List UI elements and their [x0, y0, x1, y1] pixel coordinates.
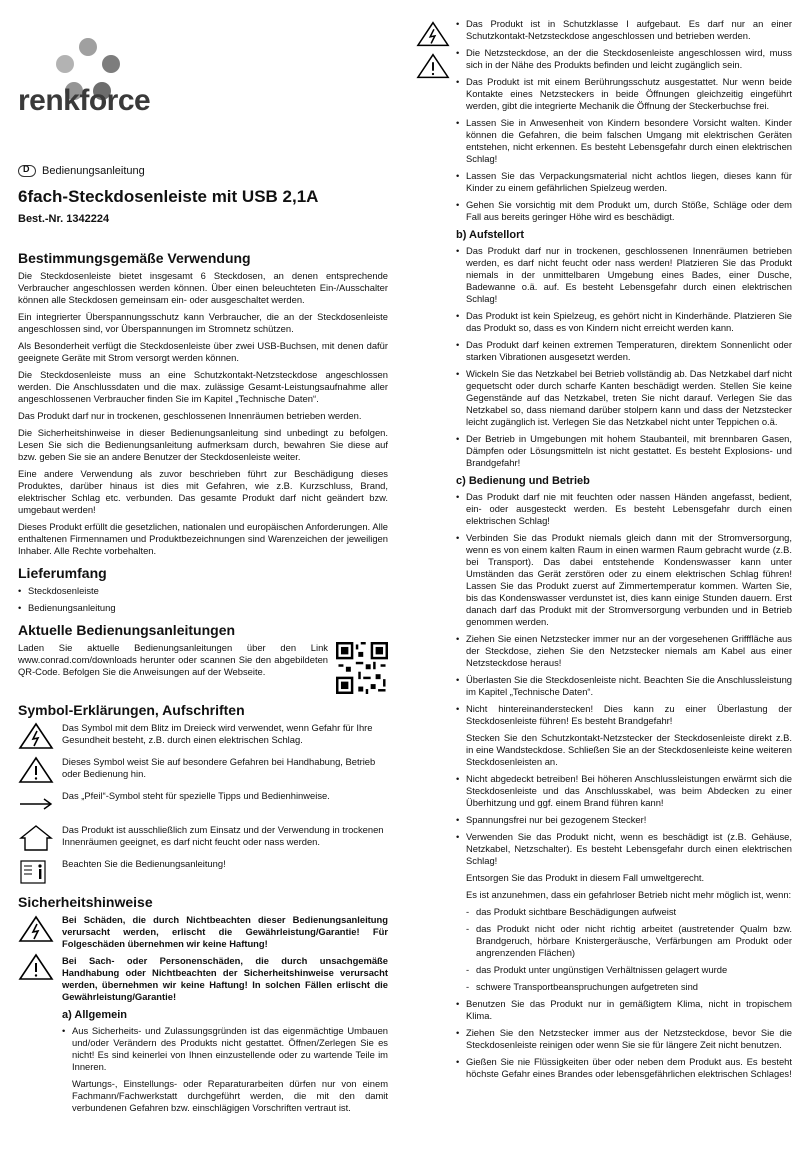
brand-name: renkforce — [18, 84, 151, 117]
safety-heading: Sicherheitshinweise — [18, 894, 153, 910]
list-item: • Nicht hintereinanderstecken! Dies kann zu einer Überlastung der Steckdosenleiste führen! Es besteht Brandgefahr! — [456, 703, 792, 727]
list-item: • Ziehen Sie einen Netzstecker immer nur an der vorgesehenen Grifffläche aus der Steckdose, ziehen Sie den Netzstecker niemals am Kabel aus einer Netzsteckdose heraus! — [456, 633, 792, 669]
current-heading: Aktuelle Bedienungsanleitungen — [18, 622, 236, 638]
dash-item: - das Produkt sichtbare Beschädigungen aufweist — [466, 906, 792, 918]
order-number: Best.-Nr. 1342224 — [18, 213, 110, 225]
list-item: • Lassen Sie das Verpackungsmaterial nicht achtlos liegen, dieses kann für Kinder zu einem gefährlichen Spielzeug werden. — [456, 170, 792, 194]
general-heading: a) Allgemein — [62, 1009, 127, 1021]
symbol-row: Dieses Symbol weist Sie auf besondere Gefahren bei Handhabung, Betrieb oder Bedienung hin. — [18, 756, 388, 784]
list-item: • Benutzen Sie das Produkt nur in gemäßigtem Klima, nicht in tropischem Klima. — [456, 998, 792, 1022]
symbols-heading: Symbol-Erklärungen, Aufschriften — [18, 702, 245, 718]
list-item: • Ziehen Sie den Netzstecker immer aus der Netzsteckdose, bevor Sie die Steckdosenleiste reinigen oder wenn Sie sie für längere Zeit nicht benutzen. — [456, 1027, 792, 1051]
right-warning-icons — [416, 20, 450, 80]
manual-info-icon — [18, 858, 54, 886]
doc-type: D Bedienungsanleitung — [18, 165, 388, 177]
exclamation-warning-icon — [416, 52, 450, 80]
symbol-row: Das Symbol mit dem Blitz im Dreieck wird verwendet, wenn Gefahr für Ihre Gesundheit besteht, z.B. durch einen elektrischen Schlag. — [18, 722, 388, 750]
lightning-warning-icon — [18, 914, 54, 944]
qr-code-icon[interactable] — [336, 642, 388, 694]
operation-cont: Es ist anzunehmen, dass ein gefahrloser Betrieb nicht mehr möglich ist, wenn: — [466, 889, 792, 900]
operation-heading: c) Bedienung und Betrieb — [456, 475, 590, 487]
safety-bold-2: Bei Sach- oder Personenschäden, die durch unsachgemäße Handhabung oder Nichtbeachten der Sicherheitshinweise verursacht werden, übernehmen wir keine Haftung! In solchen Fällen erlischt die Gewährleistung/Garantie! — [62, 955, 388, 1002]
page-title: 6fach-Steckdosenleiste mit USB 2,1A — [18, 187, 319, 206]
list-item: • Das Produkt ist mit einem Berührungsschutz ausgestattet. Nur wenn beide Kontakte eines Netzsteckers in beide Öffnungen gleichzeitig eingeführt werden, gibt die integrierte Mechanik die Öffnung der Steckerbuchse frei. — [456, 76, 792, 112]
list-item: • Spannungsfrei nur bei gezogenem Stecker! — [456, 814, 792, 826]
general-cont: Wartungs-, Einstellungs- oder Reparaturarbeiten dürfen nur von einem Fachmann/Fachwerkstatt durchgeführt werden, die mit den damit verbundenen Gefahren bzw. einschlägigen Vorschriften vertraut ist. — [72, 1078, 388, 1113]
dash-item: - das Produkt unter ungünstigen Verhältnissen gelagert wurde — [466, 964, 792, 976]
language-d-icon — [18, 165, 36, 177]
list-item: • Überlasten Sie die Steckdosenleiste nicht. Beachten Sie die Anschlussleistung im Kapitel „Technische Daten“. — [456, 674, 792, 698]
list-item: • Wickeln Sie das Netzkabel bei Betrieb vollständig ab. Das Netzkabel darf nicht gequetscht oder durch scharfe Kanten beschädigt werden. Stellen Sie keine Gegenstände auf das Netzkabel, treten Sie nicht darauf. Verlegen Sie das Netzkabel so, dass niemand darüber stolpern kann und dass der Netzstecker leicht zugänglich ist. Verlegen Sie das Netzkabel nicht unter Teppichen o.ä. — [456, 368, 792, 428]
operation-cont: Entsorgen Sie das Produkt in diesem Fall umweltgerecht. — [466, 872, 705, 883]
list-item: • Das Produkt ist kein Spielzeug, es gehört nicht in Kinderhände. Platzieren Sie das Produkt so, dass es von Kindern nicht erreicht werden kann. — [456, 310, 792, 334]
dash-item: - schwere Transportbeanspruchungen aufgetreten sind — [466, 981, 792, 993]
title-block — [18, 165, 388, 225]
list-item: • Der Betrieb in Umgebungen mit hohem Staubanteil, mit brennbaren Gasen, Dämpfen oder Lösungsmitteln ist nicht gestattet. Es besteht Explosions- und Brandgefahr! — [456, 433, 792, 469]
operation-cont: Stecken Sie den Schutzkontakt-Netzstecker der Steckdosenleiste direkt z.B. in eine Wandsteckdose. Schließen Sie an der Steckdosenleiste keine weiteren Steckdosenleisten an. — [466, 732, 792, 767]
symbol-row: Beachten Sie die Bedienungsanleitung! — [18, 858, 388, 886]
section-safety — [18, 894, 388, 1119]
location-heading: b) Aufstellort — [456, 229, 525, 241]
list-item: • Verbinden Sie das Produkt niemals gleich dann mit der Stromversorgung, wenn es von einem kalten Raum in einen warmen Raum gebracht wurde (z.B. bei Transport). Das dabei entstehende Kondenswasser kann unter Umständen das Gerät zerstören oder zu einem elektrischen Schlag führen! Lassen Sie das Produkt zuerst auf Zimmertemperatur kommen. Warten Sie, bis das Kondenswasser verdunstet ist, dies kann einige Stunden dauern. Erst danach darf das Produkt mit der Stromversorgung verbunden und in Betrieb genommen werden. — [456, 532, 792, 628]
safety-bold-1: Bei Schäden, die durch Nichtbeachten dieser Bedienungsanleitung verursacht werden, erlischt die Gewährleistung/Garantie! Für Folgeschäden übernehmen wir keine Haftung! — [62, 914, 388, 949]
section-use — [18, 250, 388, 557]
use-para: Ein integrierter Überspannungsschutz kann Verbraucher, die an der Steckdosenleiste angeschlossen sind, vor Überspannungen im Stromnetz schützen. — [18, 311, 388, 334]
exclamation-warning-icon — [18, 756, 54, 784]
use-para: Die Sicherheitshinweise in dieser Bedienungsanleitung sind unbedingt zu befolgen. Lesen Sie sich die Bedienungsanleitung aufmerksam durch, bewahren Sie diese auf bzw. geben Sie sie an andere Benutzer der Steckdosenleiste weiter. — [18, 427, 388, 462]
list-item: • Lassen Sie in Anwesenheit von Kindern besondere Vorsicht walten. Kinder können die Gefahren, die beim falschen Umgang mit elektrischen Geräten entstehen, nicht erkennen. Es besteht Lebensgefahr durch einen elektrischen Schlag! — [456, 117, 792, 165]
use-para: Das Produkt darf nur in trockenen, geschlossenen Innenräumen betrieben werden. — [18, 410, 362, 421]
lightning-warning-icon — [18, 722, 54, 750]
list-item: • Das Produkt darf keinen extremen Temperaturen, direktem Sonnenlicht oder starken Vibrationen ausgesetzt werden. — [456, 339, 792, 363]
arrow-icon — [18, 790, 54, 818]
list-item: • Das Produkt ist in Schutzklasse I aufgebaut. Es darf nur an einer Schutzkontakt-Netzsteckdose angeschlossen und betrieben werden. — [456, 18, 792, 42]
current-text: Laden Sie aktuelle Bedienungsanleitungen über den Link www.conrad.com/downloads herunter oder scannen Sie den abgebildeten QR-Code. Befolgen Sie die Anweisungen auf der Webseite. — [18, 642, 328, 677]
use-para: Die Steckdosenleiste muss an eine Schutzkontakt-Netzsteckdose angeschlossen werden. Die Anschlussdaten und die max. zulässige Gesamt-Leistungsaufnahme aller angeschlossenen Verbraucher finden Sie im Kapitel „Technische Daten“. — [18, 369, 388, 404]
left-column — [18, 250, 388, 1127]
scope-heading: Lieferumfang — [18, 565, 107, 581]
use-para: Als Besonderheit verfügt die Steckdosenleiste über zwei USB-Buchsen, mit denen dafür geeignete Geräte mit Strom versorgt werden können. — [18, 340, 388, 363]
list-item: • Die Netzsteckdose, an der die Steckdosenleiste angeschlossen wird, muss sich in der Nähe des Produkts befinden und leicht zugänglich sein. — [456, 47, 792, 71]
section-scope — [18, 565, 388, 614]
use-heading: Bestimmungsgemäße Verwendung — [18, 250, 251, 266]
list-item: • Gießen Sie nie Flüssigkeiten über oder neben dem Produkt aus. Es besteht höchste Gefahr eines Brandes oder lebensgefährlichen elektrischen Schlages! — [456, 1056, 792, 1080]
exclamation-warning-icon — [18, 952, 54, 982]
list-item: • Das Produkt darf nur in trockenen, geschlossenen Innenräumen betrieben werden, es darf nicht feucht oder nass werden! Platzieren Sie das Produkt niemals in der unmittelbaren Umgebung eines Bades, einer Dusche, Badewanne o.ä. auf. Es besteht Lebensgefahr durch einen elektrischen Schlag! — [456, 245, 792, 305]
section-symbols — [18, 702, 388, 886]
list-item: • Bedienungsanleitung — [18, 602, 388, 614]
use-para: Eine andere Verwendung als zuvor beschrieben führt zur Beschädigung dieses Produktes, darüber hinaus ist dies mit Gefahren, wie z.B. Kurzschluss, Brand, elektrischer Schlag etc. verbunden. Das gesamte Produkt darf nicht geändert bzw. umgebaut werden! — [18, 468, 388, 515]
list-item: • Gehen Sie vorsichtig mit dem Produkt um, durch Stöße, Schläge oder dem Fall aus bereits geringer Höhe wird es beschädigt. — [456, 199, 792, 223]
symbol-row: Das „Pfeil“-Symbol steht für spezielle Tipps und Bedienhinweise. — [18, 790, 388, 818]
list-item: • Aus Sicherheits- und Zulassungsgründen ist das eigenmächtige Umbauen und/oder Verändern des Produkts nicht gestattet. Öffnen/Zerlegen Sie es nicht! Es sind keinerlei von Ihnen einzustellende oder zu wartende Teile im Inneren. — [62, 1025, 388, 1073]
list-item: • Verwenden Sie das Produkt nicht, wenn es beschädigt ist (z.B. Gehäuse, Netzkabel, Netzschalter). Es besteht Lebensgefahr durch einen elektrischen Schlag! — [456, 831, 792, 867]
symbol-row: Das Produkt ist ausschließlich zum Einsatz und der Verwendung in trockenen Innenräumen geeignet, es darf nicht feucht oder nass werden. — [18, 824, 388, 852]
list-item: • Steckdosenleiste — [18, 585, 388, 597]
dash-item: - das Produkt nicht oder nicht richtig arbeitet (austretender Qualm bzw. Brandgeruch, hörbare Knistergeräusche, Verfärbungen am Produkt oder angrenzenden Flächen) — [466, 923, 792, 959]
lightning-warning-icon — [416, 20, 450, 48]
right-column — [456, 18, 792, 1085]
use-para: Dieses Produkt erfüllt die gesetzlichen, nationalen und europäischen Anforderungen. Alle enthaltenen Firmennamen und Produktbezeichnungen sind Warenzeichen der jeweiligen Inhaber. Alle Rechte vorbehalten. — [18, 521, 388, 556]
list-item: • Das Produkt darf nie mit feuchten oder nassen Händen angefasst, bedient, ein- oder ausgesteckt werden. Es besteht Lebensgefahr durch einen elektrischen Schlag! — [456, 491, 792, 527]
use-para: Die Steckdosenleiste bietet insgesamt 6 Steckdosen, an denen entsprechende Verbraucher angeschlossen werden können. Über einen beleuchteten Ein-/Ausschalter können alle Steckdosen gemeinsam ein- oder ausgeschaltet werden. — [18, 270, 388, 305]
house-icon — [18, 824, 54, 852]
section-current — [18, 622, 388, 694]
list-item: • Nicht abgedeckt betreiben! Bei höheren Anschlussleistungen erwärmt sich die Steckdosenleiste und das Anschlusskabel, was beim Abdecken zu einer Überhitzung und ggf. einem Brand führen kann! — [456, 773, 792, 809]
